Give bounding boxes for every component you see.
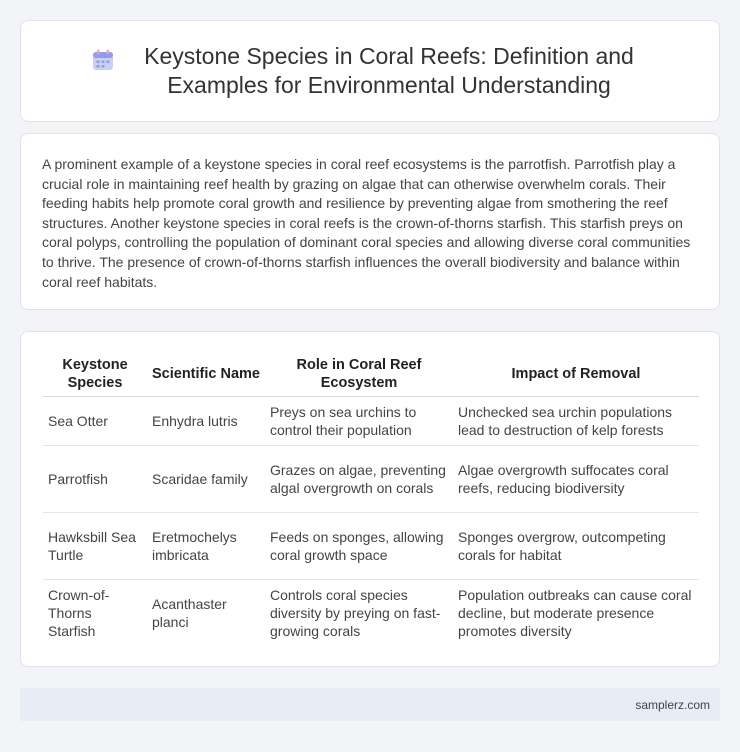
table-row xyxy=(43,446,699,513)
table-cell: Scaridae family xyxy=(147,446,265,513)
table-row xyxy=(43,513,699,580)
species-table xyxy=(43,352,699,647)
calendar-icon xyxy=(91,48,115,72)
intro-paragraph: A prominent example of a keystone species in coral reef ecosystems is the parrotfish. Parrotfish play a crucial role in maintaining reef health by grazing on algae that can otherwise overwhelm corals. Their feeding habits help promote coral growth and resilience by preventing algae from smothering the reef structures. Another keystone species in coral reefs is the crown-of-thorns starfish. This starfish preys on coral polyps, controlling the population of dominant coral species and allowing diverse coral communities to thrive. The presence of crown-of-thorns starfish influences the overall biodiversity and balance within coral reef habitats. xyxy=(42,156,691,290)
column-header-impact: Impact of Removal xyxy=(453,352,699,397)
intro-card xyxy=(20,133,720,310)
table-cell: Population outbreaks can cause coral decline, but moderate presence promotes diversity xyxy=(458,587,692,640)
table-card xyxy=(20,331,720,667)
table-cell: Algae overgrowth suffocates coral reefs, reducing biodiversity xyxy=(453,446,699,513)
column-header-species: Keystone Species xyxy=(43,352,147,397)
footer-site-link[interactable]: samplerz.com xyxy=(635,697,710,712)
column-header-scientific-name: Scientific Name xyxy=(147,352,265,397)
table-cell: Enhydra lutris xyxy=(147,397,265,446)
title-card xyxy=(20,20,720,122)
table-cell: Eretmochelys imbricata xyxy=(147,513,265,580)
title-wrap xyxy=(91,42,649,100)
table-cell: Controls coral species diversity by preying on fast-growing corals xyxy=(270,587,441,640)
table-cell: Preys on sea urchins to control their population xyxy=(265,397,453,446)
footer-bar xyxy=(20,688,720,721)
table-cell: Hawksbill Sea Turtle xyxy=(43,513,147,580)
table-cell: Sponges overgrow, outcompeting corals for habitat xyxy=(453,513,699,580)
table-row xyxy=(43,580,699,647)
column-header-role: Role in Coral Reef Ecosystem xyxy=(265,352,453,397)
table-cell: Sea Otter xyxy=(43,397,147,446)
table-cell: Acanthaster planci xyxy=(152,596,227,631)
page-title: Keystone Species in Coral Reefs: Definition and Examples for Environmental Understanding xyxy=(144,43,634,98)
table-cell: Crown-of-Thorns Starfish xyxy=(48,587,110,640)
table-cell: Grazes on algae, preventing algal overgrowth on corals xyxy=(265,446,453,513)
table-cell: Feeds on sponges, allowing coral growth space xyxy=(265,513,453,580)
table-cell: Unchecked sea urchin populations lead to destruction of kelp forests xyxy=(453,397,699,446)
table-row xyxy=(43,397,699,446)
table-header-row xyxy=(43,352,699,397)
table-cell: Parrotfish xyxy=(43,446,147,513)
